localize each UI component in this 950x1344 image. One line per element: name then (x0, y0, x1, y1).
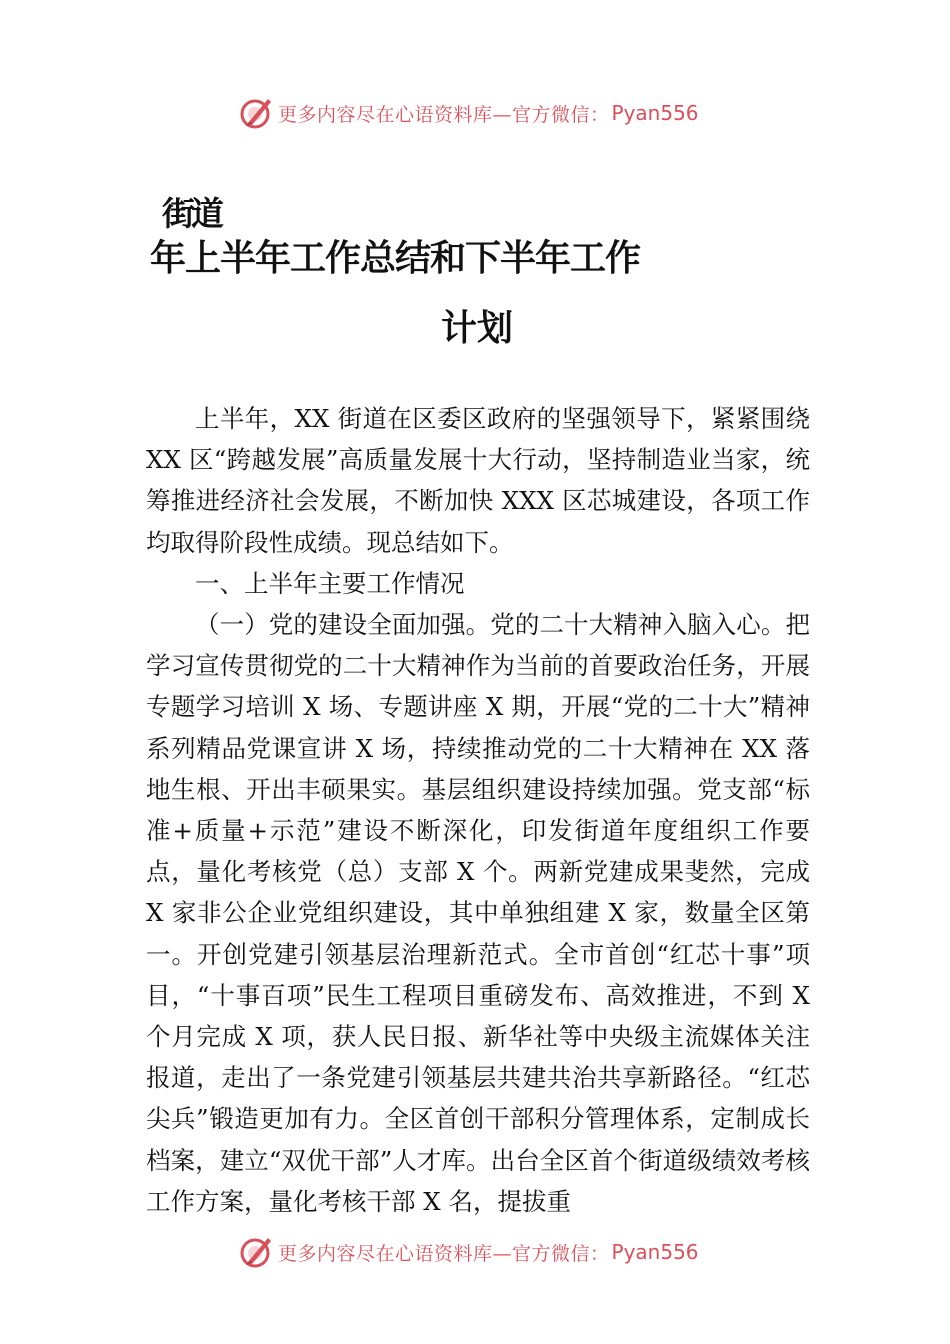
watermark-footer (238, 1234, 728, 1270)
paragraph-party-building: （一）党的建设全面加强。党的二十大精神入脑入心。把学习宣传贯彻党的二十大精神作为当前的首要政治任务，开展专题学习培训 X 场、专题讲座 X 期，开展“党的二十大”精神系列精品党课宣讲 X 场，持续推动党的二十大精神在 XX 落地生根、开出丰硕果实。基层组织建设持续加强。党支部“标准+质量+示范”建设不断深化，印发街道年度组织工作要点，量化考核党（总）支部 X 个。两新党建成果斐然，完成 X 家非公企业党组织建设，其中单独组建 X 家，数量全区第一。开创党建引领基层治理新范式。全市首创“红芯十事”项目，“十事百项”民生工程项目重磅发布、高效推进，不到 X 个月完成 X 项，获人民日报、新华社等中央级主流媒体关注报道，走出了一条党建引领基层共建共治共享新路径。“红芯尖兵”锻造更加有力。全区首创干部积分管理体系，定制成长档案，建立“双优干部”人才库。出台全区首个街道级绩效考核工作方案，量化考核干部 X 名，提拔重 (146, 610, 810, 1216)
title-line-1: 街道 (162, 194, 220, 233)
watermark-id: Pyan556 (611, 101, 699, 125)
document-body (146, 398, 810, 1222)
quill-logo-icon (238, 1234, 274, 1270)
title-line-2: 年上半年工作总结和下半年工作 (150, 238, 641, 279)
watermark-text: 更多内容尽在心语资料库—官方微信： (278, 1242, 610, 1265)
watermark-header (238, 95, 728, 131)
watermark-text: 更多内容尽在心语资料库—官方微信： (278, 103, 610, 126)
section-heading: 一、上半年主要工作情况 (195, 568, 465, 598)
quill-logo-icon (238, 95, 274, 131)
title-line-3: 计划 (441, 308, 514, 349)
watermark-id: Pyan556 (611, 1240, 699, 1264)
paragraph-intro: 上半年，XX 街道在区委区政府的坚强领导下，紧紧围绕 XX 区“跨越发展”高质量发展十大行动，坚持制造业当家，统筹推进经济社会发展，不断加快 XXX 区芯城建设，各项工作均取得阶段性成绩。现总结如下。 (146, 404, 810, 557)
